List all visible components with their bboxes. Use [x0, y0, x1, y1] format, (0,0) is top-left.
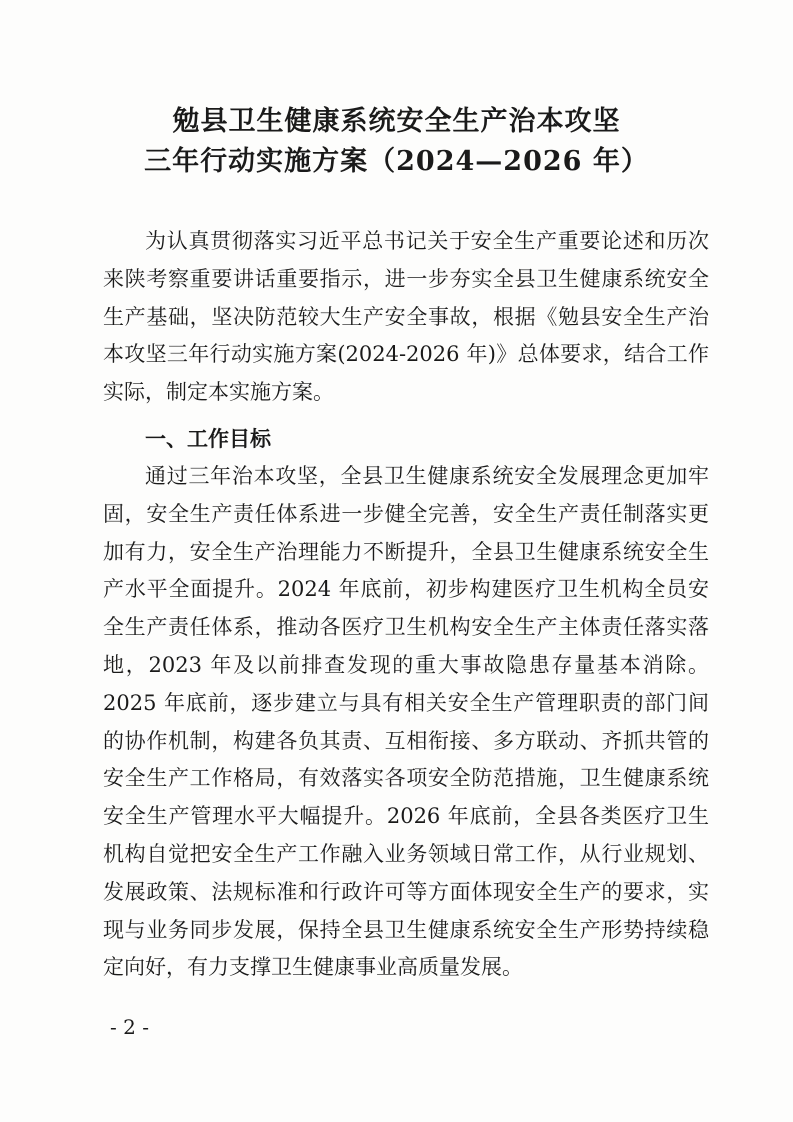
work-goals-paragraph: 通过三年治本攻坚，全县卫生健康系统安全发展理念更加牢固，安全生产责任体系进一步健全完善，安全生产责任制落实更加有力，安全生产治理能力不断提升，全县卫生健康系统安全生产水平全面提升。2024 年底前，初步构建医疗卫生机构全员安全生产责任体系，推动各医疗卫生机构安全生产主体责任落实落地，2023 年及以前排查发现的重大事故隐患存量基本消除。2025 年底前，逐步建立与具有相关安全生产管理职责的部门间的协作机制，构建各负其责、互相衔接、多方联动、齐抓共管的安全生产工作格局，有效落实各项安全防范措施，卫生健康系统安全生产管理水平大幅提升。2026 年底前，全县各类医疗卫生机构自觉把安全生产工作融入业务领域日常工作，从行业规划、发展政策、法规标准和行政许可等方面体现安全生产的要求，实现与业务同步发展，保持全县卫生健康系统安全生产形势持续稳定向好，有力支撑卫生健康事业高质量发展。	[103, 464, 709, 980]
document-title-line-2: 三年行动实施方案（2024—2026 年）	[144, 146, 649, 177]
section-heading-work-goals: 一、工作目标	[145, 427, 271, 451]
intro-paragraph: 为认真贯彻落实习近平总书记关于安全生产重要论述和历次来陕考察重要讲话重要指示，进一步夯实全县卫生健康系统安全生产基础，坚决防范较大生产安全事故，根据《勉县安全生产治本攻坚三年行动实施方案(2024-2026 年)》总体要求，结合工作实际，制定本实施方案。	[103, 229, 709, 405]
page-number: - 2 -	[110, 1015, 149, 1039]
document-title-line-1: 勉县卫生健康系统安全生产治本攻坚	[172, 106, 621, 137]
